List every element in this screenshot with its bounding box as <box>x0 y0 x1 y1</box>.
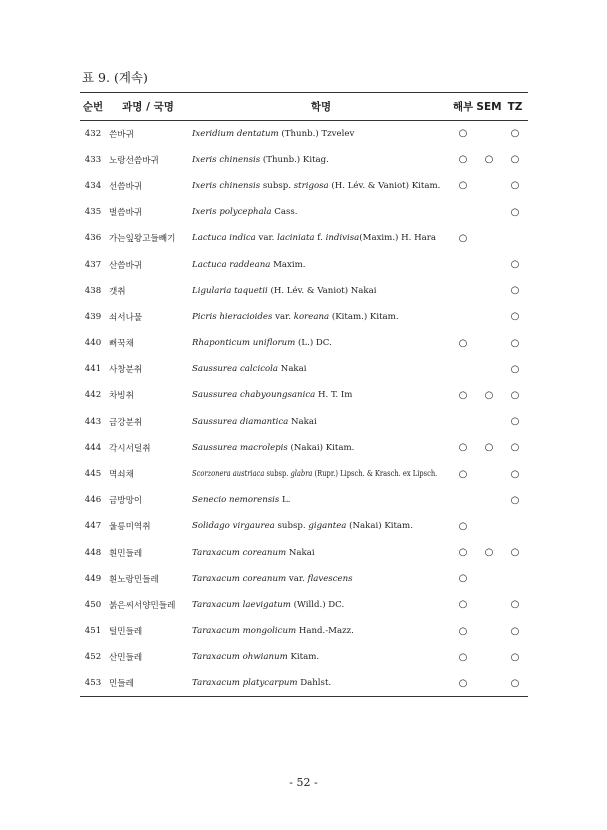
scientific-name <box>190 566 450 592</box>
anatomy-mark: ○ <box>458 520 468 532</box>
scientific-name-italic: gigantea <box>308 521 347 532</box>
sem-mark <box>476 330 502 356</box>
tz-mark: ○ <box>510 206 520 218</box>
tz-mark: ○ <box>510 363 520 375</box>
anatomy-mark: ○ <box>458 180 468 192</box>
scientific-name-author: Kitam. <box>287 652 320 663</box>
tz-mark: ○ <box>510 625 520 637</box>
scientific-name-italic: Ligularia taquetii <box>192 285 268 296</box>
scientific-name-author: H. T. Im <box>315 390 353 401</box>
scientific-name-author: var. <box>255 233 278 244</box>
sem-mark: ○ <box>484 442 494 454</box>
korean-name: 사창분취 <box>109 365 143 376</box>
scientific-name-italic: Senecio nemorensis <box>192 495 280 506</box>
row-number: 440 <box>84 338 102 349</box>
sem-mark <box>476 278 502 304</box>
scientific-name-italic: Taraxacum coreanum <box>192 547 287 558</box>
korean-name: 뻐꾹채 <box>109 339 134 350</box>
scientific-name-author: Hand.-Mazz. <box>296 626 354 637</box>
scientific-name-italic: Picris hieracioides <box>192 311 273 322</box>
scientific-name <box>190 540 450 566</box>
scientific-name-italic: Taraxacum platycarpum <box>192 678 298 689</box>
scientific-name-italic: Saussurea calcicola <box>192 364 279 375</box>
tz-mark: ○ <box>510 285 520 297</box>
row-number: 446 <box>84 495 102 506</box>
sem-mark <box>476 356 502 382</box>
table-caption: 표 9. (계속) <box>82 70 148 85</box>
row-number: 447 <box>84 521 102 532</box>
korean-name: 산씀바귀 <box>109 260 143 271</box>
header-anatomy: 해부 <box>450 93 476 121</box>
korean-name: 털민들레 <box>109 627 143 638</box>
scientific-name-author: Maxim. <box>270 259 306 270</box>
korean-name: 흰노랑민들레 <box>109 574 159 585</box>
table-header-row <box>80 93 528 121</box>
scientific-name-italic: Taraxacum coreanum <box>192 573 287 584</box>
anatomy-mark: ○ <box>450 670 476 696</box>
row-number: 432 <box>84 128 102 139</box>
scientific-name-author: (Thunb.) Kitag. <box>260 154 329 165</box>
tz-mark: ○ <box>510 154 520 166</box>
anatomy-mark: ○ <box>458 625 468 637</box>
korean-name: 쓴바귀 <box>109 129 134 140</box>
scientific-name-italic: Saussurea diamantica <box>192 416 289 427</box>
scientific-name-italic: Solidago virgaurea <box>192 521 275 532</box>
row-number: 442 <box>84 390 102 401</box>
anatomy-mark: ○ <box>458 651 468 663</box>
table-row <box>80 409 528 435</box>
scientific-name <box>190 618 450 644</box>
scientific-name-author: subsp. <box>264 469 291 480</box>
korean-name: 민들레 <box>106 670 190 696</box>
sem-mark <box>476 670 502 696</box>
header-tz: TZ <box>502 93 528 121</box>
anatomy-mark: ○ <box>458 128 468 140</box>
row-number: 444 <box>84 442 102 453</box>
row-number: 451 <box>84 626 102 637</box>
table-row <box>80 278 528 304</box>
sem-mark <box>476 304 502 330</box>
scientific-name-author: (Thunb.) Tzvelev <box>278 128 355 139</box>
anatomy-mark: ○ <box>458 468 468 480</box>
scientific-name-italic: Ixeridium dentatum <box>192 128 279 139</box>
row-number: 435 <box>84 207 102 218</box>
scientific-name-author: Nakai <box>288 416 317 427</box>
scientific-name-italic: glabra <box>290 469 313 480</box>
scientific-name <box>190 670 450 696</box>
scientific-name-author: var. <box>286 573 308 584</box>
table-row <box>80 461 528 487</box>
scientific-name-italic: Rhaponticum uniflorum <box>192 338 296 349</box>
row-number: 441 <box>84 364 102 375</box>
tz-mark: ○ <box>510 416 520 428</box>
korean-name: 울릉미역취 <box>109 522 151 533</box>
anatomy-mark <box>450 199 476 225</box>
tz-mark <box>502 566 528 592</box>
sem-mark <box>476 618 502 644</box>
table-row <box>80 618 528 644</box>
scientific-name <box>190 513 450 539</box>
scientific-name <box>190 644 450 670</box>
scientific-name-italic: Ixeris chinensis <box>192 180 261 191</box>
table-row <box>80 592 528 618</box>
anatomy-mark: ○ <box>458 232 468 244</box>
scientific-name <box>190 409 450 435</box>
table-body <box>80 121 528 697</box>
row-number: 453 <box>80 670 106 696</box>
tz-mark: ○ <box>510 651 520 663</box>
scientific-name-italic: Saussurea chabyoungsanica <box>192 390 316 401</box>
scientific-name-author: (H. Lév. & Vaniot) Kitam. <box>328 180 441 191</box>
page-number: - 52 - <box>289 776 318 789</box>
scientific-name <box>190 435 450 461</box>
scientific-name-author: (Willd.) DC. <box>290 599 345 610</box>
tz-mark: ○ <box>510 494 520 506</box>
scientific-name-italic: Lactuca indica <box>192 233 256 244</box>
scientific-name-author: (Nakai) Kitam. <box>346 521 413 532</box>
sem-mark <box>476 251 502 277</box>
header-family-kr: 과명 / 국명 <box>106 93 190 121</box>
korean-name: 갯취 <box>109 286 126 297</box>
table-row <box>80 147 528 173</box>
scientific-name-author: var. <box>272 311 294 322</box>
scientific-name <box>190 356 450 382</box>
korean-name: 차빙취 <box>109 391 134 402</box>
scientific-name-author: (L.) DC. <box>295 338 332 349</box>
scientific-name-author: subsp. <box>274 521 309 532</box>
row-number: 448 <box>84 547 102 558</box>
scientific-name <box>190 330 450 356</box>
table-row <box>80 487 528 513</box>
scientific-name-italic: Ixeris chinensis <box>192 154 261 165</box>
scientific-name-italic: strigosa <box>293 180 329 191</box>
tz-mark: ○ <box>502 670 528 696</box>
table-row <box>80 173 528 199</box>
tz-mark: ○ <box>510 128 520 140</box>
scientific-name-author: Nakai <box>286 547 315 558</box>
scientific-name-author: (Rupr.) Lipsch. & Krasch. ex Lipsch. <box>312 469 438 480</box>
table-row <box>80 225 528 251</box>
scientific-name-italic: indivisa <box>325 233 360 244</box>
tz-mark: ○ <box>510 468 520 480</box>
header-scientific-name: 학명 <box>190 93 450 121</box>
anatomy-mark: ○ <box>458 337 468 349</box>
scientific-name-italic: Taraxacum laevigatum <box>192 599 291 610</box>
anatomy-mark <box>450 356 476 382</box>
korean-name: 멱쇠채 <box>109 470 134 481</box>
tz-mark: ○ <box>510 442 520 454</box>
tz-mark: ○ <box>510 337 520 349</box>
table-row <box>80 566 528 592</box>
sem-mark: ○ <box>484 547 494 559</box>
anatomy-mark: ○ <box>458 154 468 166</box>
korean-name: 쇠서나물 <box>109 312 143 323</box>
sem-mark <box>476 487 502 513</box>
korean-name: 벌씀바귀 <box>109 208 143 219</box>
row-number: 439 <box>84 311 102 322</box>
sem-mark <box>476 461 502 487</box>
header-no: 순번 <box>80 93 106 121</box>
scientific-name-author: Dahlst. <box>297 678 332 689</box>
sem-mark <box>476 409 502 435</box>
row-number: 443 <box>84 416 102 427</box>
scientific-name-author: subsp. <box>260 180 294 191</box>
row-number: 433 <box>84 154 102 165</box>
anatomy-mark: ○ <box>458 442 468 454</box>
scientific-name <box>190 592 450 618</box>
anatomy-mark <box>450 487 476 513</box>
scientific-name <box>190 251 450 277</box>
anatomy-mark: ○ <box>458 573 468 585</box>
scientific-name-italic: Taraxacum ohwianum <box>192 652 288 663</box>
sem-mark <box>476 513 502 539</box>
scientific-name-italic: flavescens <box>307 573 353 584</box>
scientific-name <box>190 173 450 199</box>
table-row <box>80 330 528 356</box>
scientific-name-author: L. <box>279 495 291 506</box>
scientific-name <box>190 487 450 513</box>
scientific-name-author: (Maxim.) H. Hara <box>359 233 436 244</box>
scientific-name-italic: Lactuca raddeana <box>192 259 271 270</box>
sem-mark <box>476 644 502 670</box>
korean-name: 각시서덜취 <box>109 443 151 454</box>
sem-mark <box>476 566 502 592</box>
sem-mark <box>476 199 502 225</box>
scientific-name-author: (H. Lév. & Vaniot) Nakai <box>267 285 377 296</box>
sem-mark <box>476 173 502 199</box>
scientific-name <box>190 199 450 225</box>
row-number: 445 <box>84 469 102 480</box>
sem-mark <box>476 225 502 251</box>
scientific-name-italic: koreana <box>293 311 330 322</box>
korean-name: 가는잎왕고들빼기 <box>109 234 176 245</box>
sem-mark: ○ <box>484 154 494 166</box>
scientific-name <box>190 304 450 330</box>
scientific-name <box>190 382 450 408</box>
row-number: 452 <box>84 652 102 663</box>
scientific-name-author: (Kitam.) Kitam. <box>329 311 399 322</box>
tz-mark: ○ <box>510 547 520 559</box>
korean-name: 금방망이 <box>109 496 143 507</box>
tz-mark: ○ <box>510 311 520 323</box>
table-row <box>80 121 528 147</box>
row-number: 450 <box>84 599 102 610</box>
korean-name: 붉은씨서양민들레 <box>109 600 176 611</box>
tz-mark <box>502 513 528 539</box>
table-row <box>80 382 528 408</box>
table-row <box>80 435 528 461</box>
table-row <box>80 644 528 670</box>
anatomy-mark: ○ <box>458 547 468 559</box>
scientific-name-italic: Scorzonera austriaca <box>192 469 265 480</box>
table-row <box>80 670 528 696</box>
header-sem: SEM <box>476 93 502 121</box>
anatomy-mark: ○ <box>458 389 468 401</box>
tz-mark <box>502 225 528 251</box>
row-number: 438 <box>84 285 102 296</box>
korean-name: 노랑선씀바귀 <box>109 155 159 166</box>
korean-name: 금강분취 <box>109 417 143 428</box>
sem-mark <box>476 121 502 147</box>
anatomy-mark: ○ <box>458 599 468 611</box>
tz-mark: ○ <box>510 389 520 401</box>
scientific-name-author: Nakai <box>278 364 307 375</box>
anatomy-mark <box>450 409 476 435</box>
row-number: 449 <box>84 573 102 584</box>
korean-name: 선씀바귀 <box>109 181 143 192</box>
anatomy-mark <box>450 304 476 330</box>
table-row <box>80 513 528 539</box>
anatomy-mark <box>450 278 476 304</box>
scientific-name-italic: Taraxacum mongolicum <box>192 626 297 637</box>
tz-mark: ○ <box>510 180 520 192</box>
scientific-name-author: f. <box>314 233 326 244</box>
anatomy-mark <box>450 251 476 277</box>
table-row <box>80 199 528 225</box>
scientific-name-italic: Ixeris polycephala <box>192 207 272 218</box>
scientific-name-italic: laciniata <box>277 233 315 244</box>
scientific-name <box>190 278 450 304</box>
scientific-name <box>190 121 450 147</box>
scientific-name-author: (Nakai) Kitam. <box>287 442 355 453</box>
sem-mark <box>476 592 502 618</box>
tz-mark: ○ <box>510 259 520 271</box>
scientific-name <box>190 461 450 487</box>
scientific-name-author: Cass. <box>271 207 298 218</box>
row-number: 437 <box>84 259 102 270</box>
table-row <box>80 251 528 277</box>
korean-name: 산민들레 <box>109 653 143 664</box>
table-row <box>80 304 528 330</box>
row-number: 436 <box>84 233 102 244</box>
table-row <box>80 356 528 382</box>
scientific-name <box>190 225 450 251</box>
row-number: 434 <box>84 180 102 191</box>
table-row <box>80 540 528 566</box>
scientific-name <box>190 147 450 173</box>
sem-mark: ○ <box>484 389 494 401</box>
korean-name: 흰민들레 <box>109 548 143 559</box>
tz-mark: ○ <box>510 599 520 611</box>
species-table <box>80 92 528 697</box>
scientific-name-italic: Saussurea macrolepis <box>192 442 288 453</box>
